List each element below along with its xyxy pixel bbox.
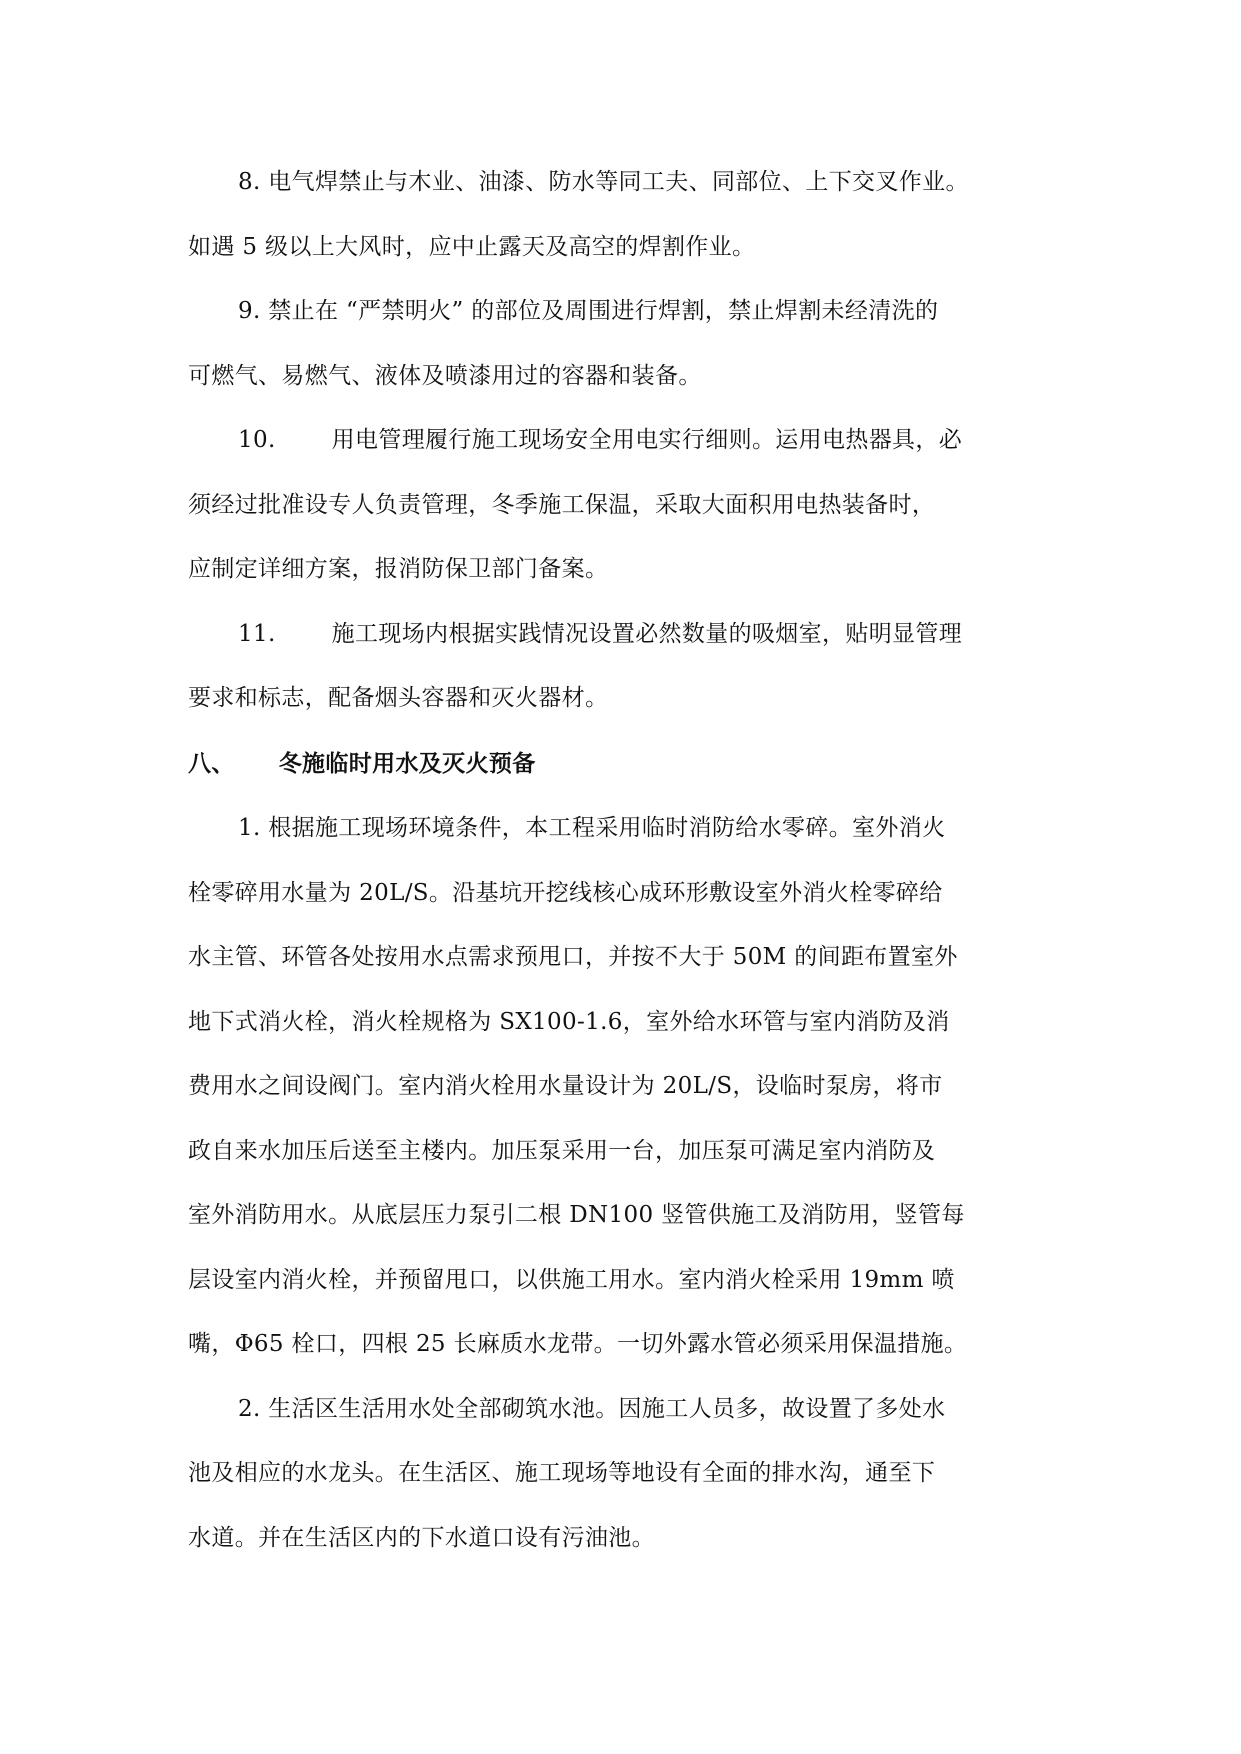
paragraph-text: 要求和标志，配备烟头容器和灭火器材。 — [188, 685, 609, 711]
section-number: 八、 — [188, 751, 235, 777]
item-number: 10. — [238, 427, 276, 453]
paragraph-text: 9. 禁止在 “严禁明火” 的部位及周围进行焊割，禁止焊割未经清洗的 — [238, 298, 939, 324]
paragraph-text: 应制定详细方案，报消防保卫部门备案。 — [188, 556, 609, 582]
paragraph-text: 层设室内消火栓，并预留甩口，以供施工用水。室内消火栓采用 19mm 喷 — [188, 1267, 955, 1293]
paragraph-text: 地下式消火栓，消火栓规格为 SX100-1.6，室外给水环管与室内消防及消 — [188, 1009, 950, 1035]
paragraph-text: 8. 电气焊禁止与木业、油漆、防水等同工夫、同部位、上下交叉作业。 — [238, 169, 969, 195]
item-11-line-2 — [188, 682, 1241, 714]
paragraph-text: 水道。并在生活区内的下水道口设有污油池。 — [188, 1525, 655, 1551]
section-para-1-line-1 — [238, 812, 1241, 844]
paragraph-text: 室外消防用水。从底层压力泵引二根 DN100 竖管供施工及消防用，竖管每 — [188, 1202, 965, 1228]
section-heading — [188, 748, 1241, 780]
paragraph-text: 池及相应的水龙头。在生活区、施工现场等地设有全面的排水沟，通至下 — [188, 1460, 936, 1486]
paragraph-text: 栓零碎用水量为 20L/S。沿基坑开挖线核心成环形敷设室外消火栓零碎给 — [188, 880, 943, 906]
section-title: 冬施临时用水及灭火预备 — [278, 751, 536, 777]
paragraph-text: 须经过批准设专人负责管理，冬季施工保温，采取大面积用电热装备时， — [188, 492, 936, 518]
item-11-line-1 — [238, 618, 1241, 650]
item-10-line-2 — [188, 489, 1241, 521]
paragraph-text: 政自来水加压后送至主楼内。加压泵采用一台，加压泵可满足室内消防及 — [188, 1138, 936, 1164]
paragraph-text: 2. 生活区生活用水处全部砌筑水池。因施工人员多，故设置了多处水 — [238, 1396, 946, 1422]
item-8-line-2 — [188, 231, 1241, 263]
paragraph-text: 费用水之间设阀门。室内消火栓用水量设计为 20L/S，设临时泵房，将市 — [188, 1073, 943, 1099]
paragraph-text: 如遇 5 级以上大风时，应中止露天及高空的焊割作业。 — [188, 234, 756, 260]
item-10-line-3 — [188, 553, 1241, 585]
section-para-1-line-6 — [188, 1135, 1241, 1167]
item-9-line-1 — [238, 295, 1241, 327]
section-para-2-line-3 — [188, 1522, 1241, 1554]
item-10-line-1 — [238, 424, 1241, 456]
paragraph-text: 施工现场内根据实践情况设置必然数量的吸烟室，贴明显管理 — [331, 621, 963, 647]
section-para-2-line-1 — [238, 1393, 1241, 1425]
section-para-1-line-4 — [188, 1006, 1241, 1038]
paragraph-text: 可燃气、易燃气、液体及喷漆用过的容器和装备。 — [188, 363, 702, 389]
section-para-2-line-2 — [188, 1457, 1241, 1489]
paragraph-text: 用电管理履行施工现场安全用电实行细则。运用电热器具，必 — [331, 427, 963, 453]
section-para-1-line-8 — [188, 1264, 1241, 1296]
paragraph-text: 嘴，Φ65 栓口，四根 25 长麻质水龙带。一切外露水管必须采用保温措施。 — [188, 1331, 968, 1357]
item-8-line-1 — [238, 166, 1241, 198]
section-para-1-line-7 — [188, 1199, 1241, 1231]
section-para-1-line-5 — [188, 1070, 1241, 1102]
paragraph-text: 1. 根据施工现场环境条件，本工程采用临时消防给水零碎。室外消火 — [238, 815, 946, 841]
section-para-1-line-9 — [188, 1328, 1241, 1360]
item-number: 11. — [238, 621, 276, 647]
paragraph-text: 水主管、环管各处按用水点需求预甩口，并按不大于 50M 的间距布置室外 — [188, 944, 958, 970]
section-para-1-line-2 — [188, 877, 1241, 909]
section-para-1-line-3 — [188, 941, 1241, 973]
item-9-line-2 — [188, 360, 1241, 392]
